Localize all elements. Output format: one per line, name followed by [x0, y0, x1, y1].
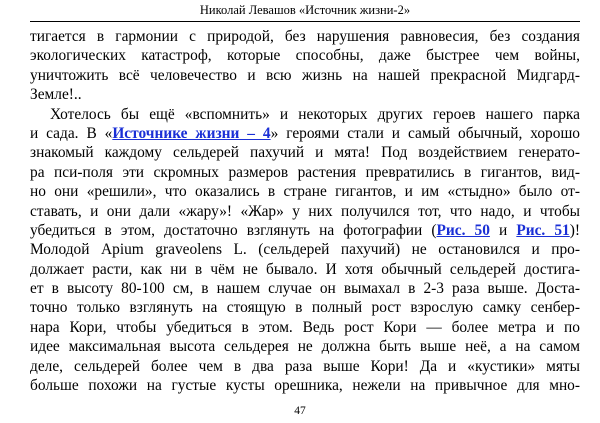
text-line: деле, сельдерей более чем в два раза выше Кори! Да и «кустики» мяты — [30, 357, 580, 375]
paragraph-2 — [30, 105, 580, 396]
text-fragment: и сада. В « — [30, 124, 113, 142]
figure-51-link[interactable]: Рис. 51 — [516, 221, 570, 239]
text-line: но они «решили», что оказались в стране гигантов, и им «стыдно» было от- — [30, 183, 580, 201]
text-line: ет в высоту 80-100 см, в нашем случае он вымахал в 2-3 раза выше. Доста- — [30, 280, 580, 298]
page-body — [30, 27, 580, 395]
text-line: уничтожить всё человечество и всю жизнь на нашей прекрасной Мидгард- — [30, 66, 580, 84]
figure-50-link[interactable]: Рис. 50 — [436, 221, 490, 239]
text-line: знакомый каждому сельдерей пахучий и мята! Под воздействием генерато- — [30, 144, 580, 162]
text-fragment: убедиться в этом, достаточно взглянуть на фотографии ( — [30, 221, 437, 239]
page-number: 47 — [294, 405, 306, 417]
text-line: нара Кори, чтобы убедиться в этом. Ведь рост Кори — более метра и по — [30, 318, 580, 336]
text-line: точно только взглянуть на стоящую в полный рост взрослую самку сенбер- — [30, 299, 580, 317]
text-fragment: » героями стали и самый обычный, хорошо — [270, 124, 580, 142]
text-line: Земле!.. — [30, 86, 82, 104]
text-line: тигается в гармонии с природой, без нарушения равновесия, без создания — [30, 28, 580, 45]
text-line: ра пси-поля эти скромных размеров растения превратились в гигантов, вид- — [30, 163, 580, 181]
running-header — [30, 0, 580, 22]
text-line: больше похожи на густые кусты орешника, нежели на привычное для мно- — [30, 377, 580, 395]
text-fragment: и — [489, 221, 517, 239]
text-line: Хотелось бы ещё «вспомнить» и некоторых других героев нашего парка — [50, 105, 580, 123]
paragraph-1 — [30, 27, 580, 105]
text-line: должает расти, как ни в чём не бывало. И хотя обычный сельдерей достига- — [30, 260, 580, 278]
text-fragment: )! — [569, 221, 580, 239]
text-line: Молодой Apium graveolens L. (сельдерей пахучий) не остановился и про- — [30, 241, 580, 259]
text-line: экологических катастроф, которые способны, даже быстрее чем войны, — [30, 47, 580, 65]
text-line: ставать, и они дали «жару»! «Жар» у них получился тот, что надо, и чтобы — [30, 202, 580, 220]
text-line: идее максимальная высота сельдерея не должна быть выше неё, а на самом — [30, 338, 580, 356]
text-line — [30, 221, 580, 240]
header-title: Николай Левашов «Источник жизни-2» — [199, 3, 411, 17]
text-line — [30, 124, 580, 143]
source-of-life-4-link[interactable]: Источнике жизни – 4 — [112, 124, 271, 142]
